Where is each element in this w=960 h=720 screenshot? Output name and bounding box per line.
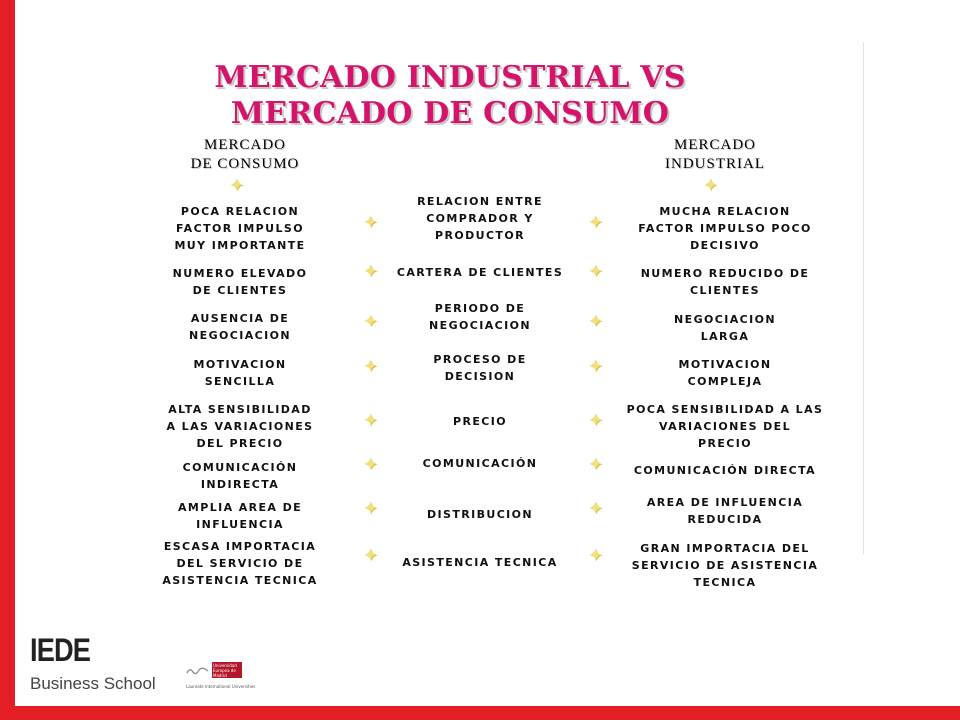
cell-line: COMUNICACIÓN (422, 457, 538, 470)
bullet-star-icon: ✦ (588, 212, 604, 233)
left-accent-bar (0, 0, 15, 720)
cell-line: ASISTENCIA TECNICA (402, 556, 558, 569)
bullet-star-icon: ✦ (588, 311, 604, 332)
cell-line: AUSENCIA DE (190, 312, 290, 325)
cell-line: NUMERO ELEVADO (172, 267, 308, 280)
cell-line: TECNICA (693, 576, 757, 589)
row-7-center (385, 554, 575, 571)
bullet-star-icon: ✦ (363, 212, 379, 233)
row-2-center (395, 300, 565, 334)
row-3-left (160, 356, 320, 390)
row-4-right (610, 401, 840, 452)
cell-line: ASISTENCIA TECNICA (162, 574, 318, 587)
bullet-star-icon: ✦ (363, 498, 379, 519)
bullet-star-icon: ✦ (588, 410, 604, 431)
row-3-right (615, 356, 835, 390)
bullet-star-icon: ✦ (588, 261, 604, 282)
row-0-center (395, 193, 565, 244)
cell-line: CARTERA DE CLIENTES (396, 266, 564, 279)
cell-line: MOTIVACION (678, 358, 772, 371)
cell-line: NEGOCIACION (429, 319, 531, 332)
cell-line: VARIACIONES DEL (659, 420, 791, 433)
bullet-star-icon: ✦ (588, 454, 604, 475)
cell-line: AMPLIA AREA DE (177, 501, 303, 514)
row-5-center (395, 455, 565, 472)
cell-line: FACTOR IMPULSO POCO (638, 222, 812, 235)
row-6-left (160, 499, 320, 533)
header-consumo-line: MERCADO (203, 137, 286, 153)
row-2-right (615, 311, 835, 345)
bullet-star-icon: ✦ (229, 175, 245, 196)
cell-line: NEGOCIACION (189, 329, 291, 342)
cell-line: POCA RELACION (180, 205, 300, 218)
cell-line: CLIENTES (689, 284, 761, 297)
bullet-star-icon: ✦ (588, 545, 604, 566)
header-industrial-line: MERCADO (673, 137, 756, 153)
cell-line: COMUNICACIÓN DIRECTA (633, 464, 817, 477)
row-4-center (395, 413, 565, 430)
uem-subtitle: Laureate International Universities (186, 684, 256, 689)
cell-line: COMPLEJA (687, 375, 763, 388)
cell-line: NUMERO REDUCIDO DE (640, 267, 810, 280)
business-school-label: Business School (30, 674, 156, 693)
cell-line: DEL SERVICIO DE (176, 557, 304, 570)
cell-line: LARGA (700, 330, 750, 343)
cell-line: MUCHA RELACION (659, 205, 791, 218)
cell-line: REDUCIDA (687, 513, 763, 526)
uem-swoosh-icon (186, 664, 210, 678)
bullet-star-icon: ✦ (588, 356, 604, 377)
bullet-star-icon: ✦ (363, 410, 379, 431)
row-1-center (385, 264, 575, 281)
iede-logo: IEDE (30, 632, 91, 668)
cell-line: INFLUENCIA (196, 518, 284, 531)
row-3-center (395, 351, 565, 385)
cell-line: PROCESO DE (433, 353, 527, 366)
cell-line: PRECIO (698, 437, 752, 450)
cell-line: COMPRADOR Y (426, 212, 534, 225)
row-6-center (395, 506, 565, 523)
cell-line: DEL PRECIO (196, 437, 284, 450)
row-1-right (615, 265, 835, 299)
bullet-star-icon: ✦ (703, 175, 719, 196)
cell-line: SENCILLA (204, 375, 276, 388)
cell-line: MOTIVACION (193, 358, 287, 371)
divider-line (863, 42, 864, 554)
cell-line: PRECIO (453, 415, 507, 428)
slide-title-line-2: MERCADO DE CONSUMO (230, 96, 670, 131)
row-7-left (150, 538, 330, 589)
header-industrial-line: INDUSTRIAL (665, 156, 765, 172)
cell-line: RELACION ENTRE (417, 195, 543, 208)
bullet-star-icon: ✦ (363, 311, 379, 332)
cell-line: A LAS VARIACIONES (166, 420, 314, 433)
cell-line: DECISION (444, 370, 516, 383)
header-consumo-line: DE CONSUMO (190, 156, 300, 172)
bullet-star-icon: ✦ (363, 454, 379, 475)
row-1-left (160, 265, 320, 299)
cell-line: COMUNICACIÓN (182, 461, 298, 474)
cell-line: DISTRIBUCION (426, 508, 534, 521)
header-consumo (170, 136, 320, 174)
row-5-right (610, 462, 840, 479)
row-4-left (155, 401, 325, 452)
cell-line: INDIRECTA (200, 478, 280, 491)
cell-line: GRAN IMPORTACIA DEL (640, 542, 810, 555)
row-6-right (610, 494, 840, 528)
bullet-star-icon: ✦ (588, 498, 604, 519)
row-7-right (610, 540, 840, 591)
cell-line: ALTA SENSIBILIDAD (168, 403, 312, 416)
uem-badge: Universidad Europea de Madrid (212, 662, 242, 678)
bottom-accent-bar (0, 706, 960, 720)
bullet-star-icon: ✦ (363, 545, 379, 566)
row-0-right (615, 203, 835, 254)
cell-line: SERVICIO DE ASISTENCIA (631, 559, 819, 572)
cell-line: NEGOCIACION (674, 313, 776, 326)
cell-line: AREA DE INFLUENCIA (646, 496, 804, 509)
cell-line: FACTOR IMPULSO (176, 222, 304, 235)
row-0-left (160, 203, 320, 254)
cell-line: PERIODO DE (434, 302, 526, 315)
bullet-star-icon: ✦ (363, 261, 379, 282)
cell-line: ESCASA IMPORTACIA (163, 540, 317, 553)
cell-line: MUY IMPORTANTE (174, 239, 306, 252)
cell-line: PRODUCTOR (435, 229, 525, 242)
uem-mark-icon (186, 664, 210, 678)
cell-line: DECISIVO (690, 239, 760, 252)
row-5-left (160, 459, 320, 493)
cell-line: POCA SENSIBILIDAD A LAS (626, 403, 824, 416)
row-2-left (160, 310, 320, 344)
slide-title-line-1: MERCADO INDUSTRIAL VS (214, 60, 686, 95)
bullet-star-icon: ✦ (363, 356, 379, 377)
header-industrial (640, 136, 790, 174)
cell-line: DE CLIENTES (192, 284, 288, 297)
